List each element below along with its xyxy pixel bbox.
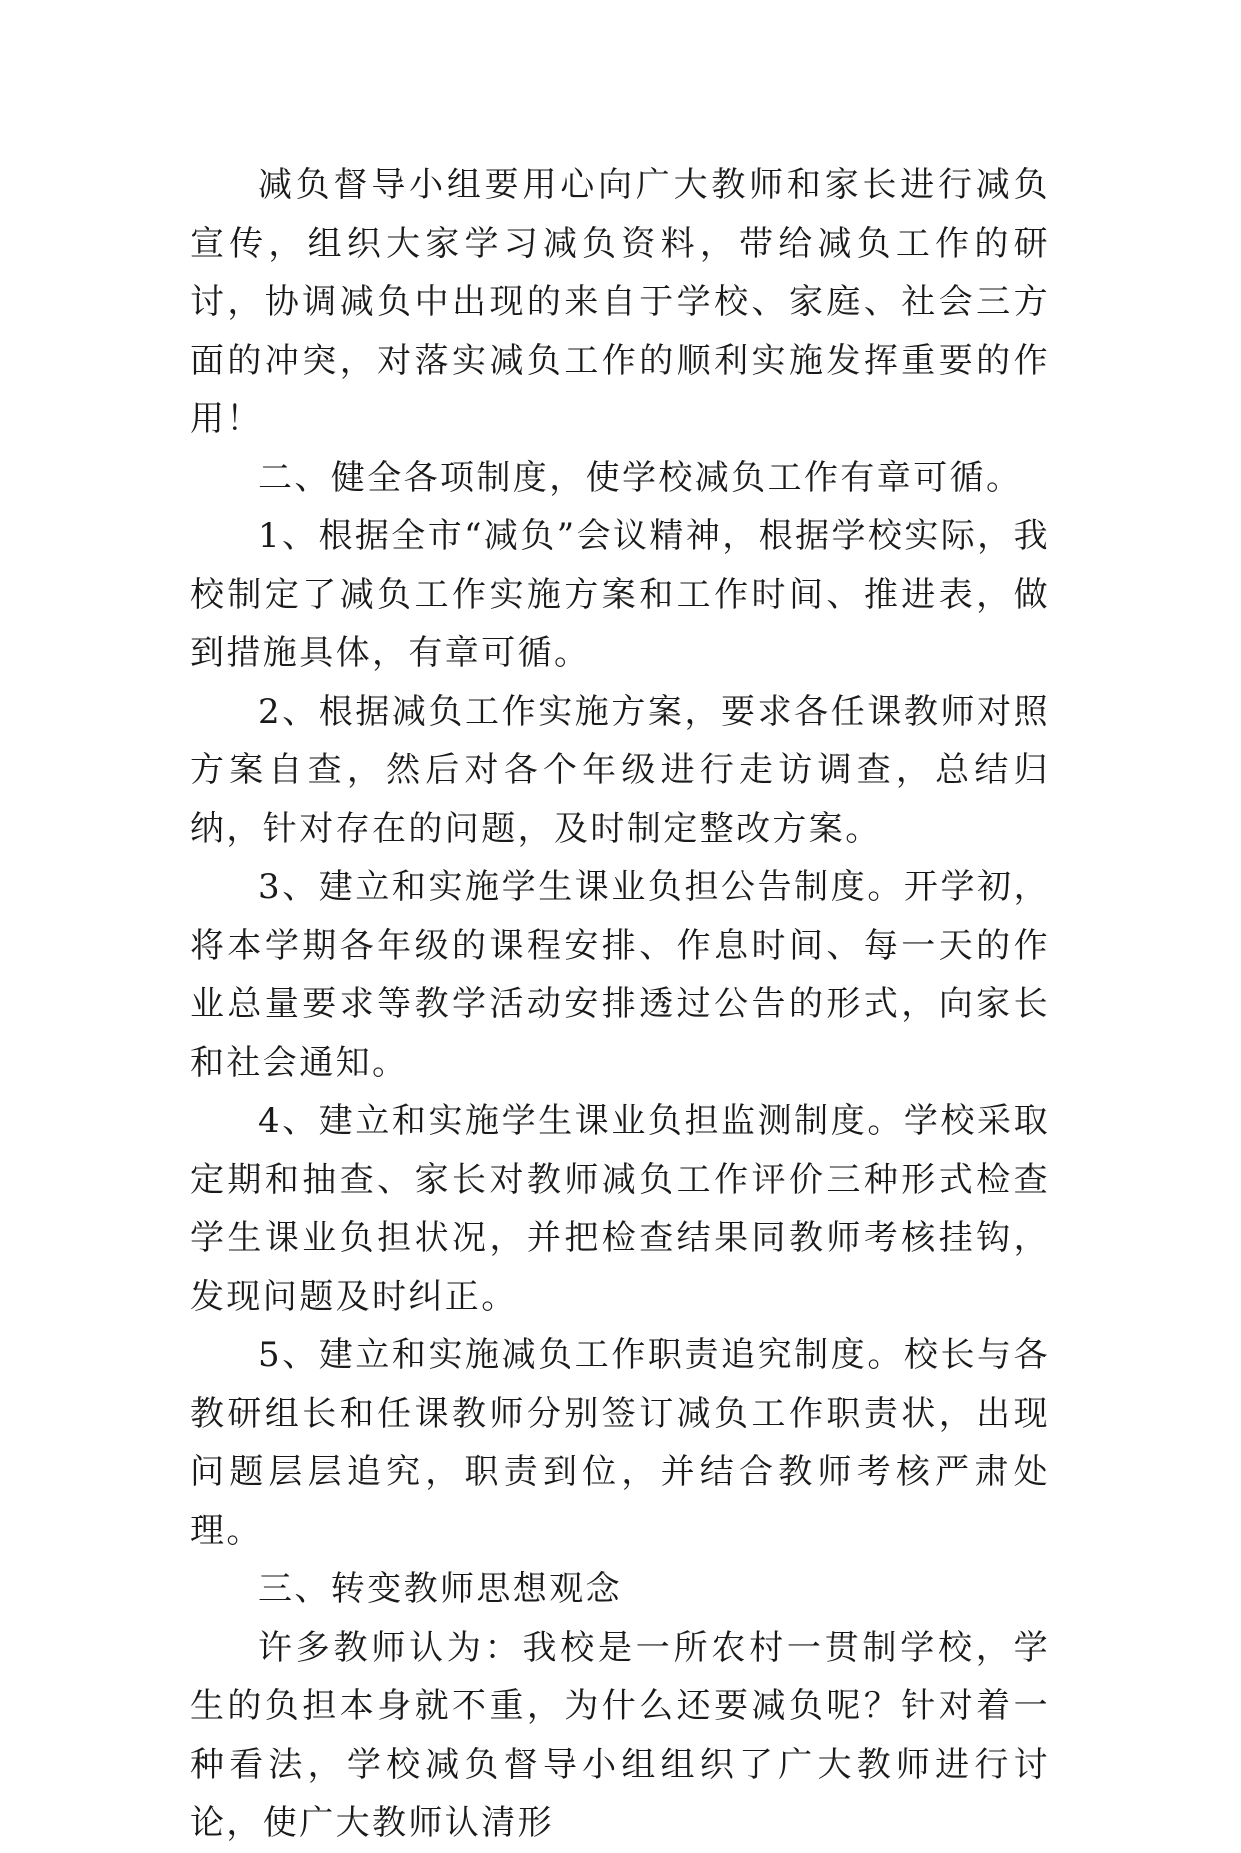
paragraph-item-1: 1、根据全市“减负”会议精神，根据学校实际，我校制定了减负工作实施方案和工作时间、推进表，做到措施具体，有章可循。 [190,516,1050,673]
heading-section-two: 二、健全各项制度，使学校减负工作有章可循。 [258,457,1023,498]
paragraph-item-4: 4、建立和实施学生课业负担监测制度。学校采取定期和抽查、家长对教师减负工作评价三种形式检查学生课业负担状况，并把检查结果同教师考核挂钩，发现问题及时纠正。 [190,1101,1050,1317]
paragraph-item-3: 3、建立和实施学生课业负担公告制度。开学初，将本学期各年级的课程安排、作息时间、每一天的作业总量要求等教学活动安排透过公告的形式，向家长和社会通知。 [190,867,1050,1083]
paragraph-teacher-views: 许多教师认为：我校是一所农村一贯制学校，学生的负担本身就不重，为什么还要减负呢？针对着一种看法，学校减负督导小组组织了广大教师进行讨论，使广大教师认清形 [190,1627,1050,1843]
document-body [190,156,1050,1853]
paragraph-item-2: 2、根据减负工作实施方案，要求各任课教师对照方案自查，然后对各个年级进行走访调查，总结归纳，针对存在的问题，及时制定整改方案。 [190,691,1050,849]
heading-section-three: 三、转变教师思想观念 [258,1569,622,1609]
paragraph-supervision-group: 减负督导小组要用心向广大教师和家长进行减负宣传，组织大家学习减负资料，带给减负工作的研讨，协调减负中出现的来自于学校、家庭、社会三方面的冲突，对落实减负工作的顺利实施发挥重要的作用！ [190,165,1050,439]
paragraph-item-5: 5、建立和实施减负工作职责追究制度。校长与各教研组长和任课教师分别签订减负工作职责状，出现问题层层追究，职责到位，并结合教师考核严肃处理。 [190,1335,1050,1551]
